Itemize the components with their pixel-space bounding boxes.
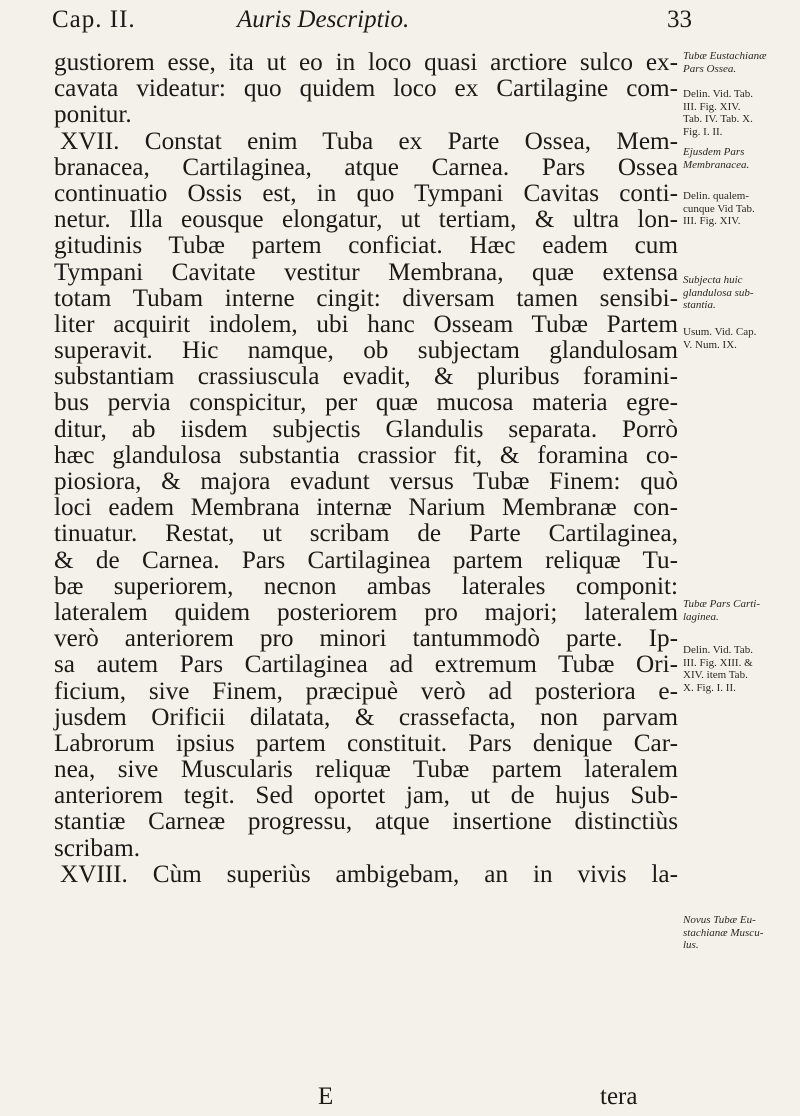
text-line: bus pervia conspicitur, per quæ mucosa materia egre- bbox=[54, 389, 678, 417]
text-line: anteriorem tegit. Sed oportet jam, ut de hujus Sub- bbox=[54, 782, 678, 810]
text-line: bæ superiorem, necnon ambas laterales componit: bbox=[54, 572, 678, 600]
margin-note-line: Ejusdem Pars bbox=[683, 146, 745, 158]
text-line: totam Tubam interne cingit: diversam tamen sensibi- bbox=[54, 284, 678, 312]
margin-note-line: Membranacea. bbox=[683, 158, 750, 171]
text-line: stantiæ Carneæ progressu, atque insertione distinctiùs bbox=[54, 808, 678, 836]
text-line: ficium, sive Finem, præcipuè verò ad posteriora e- bbox=[54, 677, 678, 705]
margin-note-line: V. Num. IX. bbox=[683, 338, 737, 351]
text-line: gitudinis Tubæ partem conficiat. Hæc eadem cum bbox=[54, 232, 678, 260]
text-line: Labrorum ipsius partem constituit. Pars denique Car- bbox=[54, 729, 678, 757]
text-line: ponitur. bbox=[54, 101, 132, 129]
margin-note bbox=[683, 644, 795, 694]
catchword: tera bbox=[600, 1083, 638, 1110]
running-header bbox=[52, 4, 692, 38]
margin-note-line: III. Fig. XIV. bbox=[683, 215, 741, 227]
page-number: 33 bbox=[667, 6, 692, 33]
text-line: piosiora, & majora evadunt versus Tubæ Finem: quò bbox=[54, 468, 678, 495]
margin-note-line: Usum. Vid. Cap. bbox=[683, 326, 757, 338]
margin-note-line: Fig. I. II. bbox=[683, 125, 723, 138]
text-line: Tympani Cavitate vestitur Membrana, quæ extensa bbox=[54, 258, 678, 286]
margin-note-line: Delin. Vid. Tab. bbox=[683, 644, 753, 656]
text-line: continuatio Ossis est, in quo Tympani Cavitas conti- bbox=[54, 179, 678, 207]
margin-note-line: III. Fig. XIII. & bbox=[683, 656, 753, 669]
margin-note-line: Tab. IV. Tab. X. bbox=[683, 113, 753, 125]
margin-note bbox=[683, 914, 795, 952]
margin-note-line: III. Fig. XIV. bbox=[683, 100, 741, 113]
text-line: nea, sive Muscularis reliquæ Tubæ partem lateralem bbox=[54, 756, 678, 784]
margin-note bbox=[683, 598, 795, 623]
margin-note-line: Pars Ossea. bbox=[683, 62, 737, 75]
margin-note-line: Delin. qualem- bbox=[683, 190, 749, 202]
signature-mark: E bbox=[318, 1083, 334, 1110]
margin-note bbox=[683, 326, 795, 351]
margin-note bbox=[683, 146, 795, 171]
margin-note-line: XIV. item Tab. bbox=[683, 669, 748, 681]
margin-note bbox=[683, 274, 795, 312]
margin-note-line: cunque Vid Tab. bbox=[683, 202, 755, 215]
text-line: gustiorem esse, ita ut eo in loco quasi arctiore sulco ex- bbox=[54, 49, 678, 76]
text-line: tinuatur. Restat, ut scribam de Parte Cartilaginea, bbox=[54, 520, 678, 548]
main-text-column bbox=[54, 50, 678, 888]
text-line: jusdem Orificii dilatata, & crassefacta, non parvam bbox=[54, 703, 678, 731]
text-line: hæc glandulosa substantia crassior fit, & foramina co- bbox=[54, 441, 678, 469]
text-line: sa autem Pars Cartilaginea ad extremum Tubæ Ori- bbox=[54, 651, 678, 679]
margin-note-line: stantia. bbox=[683, 299, 716, 311]
text-line: loci eadem Membrana internæ Narium Membranæ con- bbox=[54, 494, 678, 522]
text-line: ditur, ab iisdem subjectis Glandulis separata. Porrò bbox=[54, 415, 678, 443]
running-title: Auris Descriptio. bbox=[237, 6, 410, 33]
margin-note-line: Subjecta huic bbox=[683, 274, 743, 286]
text-line: XVII. Constat enim Tuba ex Parte Ossea, Mem- bbox=[60, 127, 678, 155]
text-line: cavata videatur: quo quidem loco ex Cartilagine com- bbox=[54, 75, 678, 103]
text-line: & de Carnea. Pars Cartilaginea partem reliquæ Tu- bbox=[54, 546, 678, 574]
margin-note-line: glandulosa sub- bbox=[683, 286, 754, 299]
margin-note-line: Delin. Vid. Tab. bbox=[683, 88, 753, 100]
page-footer bbox=[0, 1083, 800, 1113]
text-line: superavit. Hic namque, ob subjectam glandulosam bbox=[54, 337, 678, 365]
text-line: verò anteriorem pro minori tantummodò parte. Ip- bbox=[54, 625, 678, 653]
chapter-label: Cap. II. bbox=[52, 6, 136, 33]
text-line: substantiam crassiuscula evadit, & pluribus foramini- bbox=[54, 363, 678, 391]
margin-note-line: laginea. bbox=[683, 610, 719, 623]
margin-note bbox=[683, 190, 795, 228]
text-line: scribam. bbox=[54, 834, 141, 862]
margin-note-line: lus. bbox=[683, 939, 699, 951]
text-line: liter acquirit indolem, ubi hanc Osseam Tubæ Partem bbox=[54, 310, 678, 338]
margin-note-line: Novus Tubæ Eu- bbox=[683, 914, 756, 926]
margin-note-line: stachianæ Muscu- bbox=[683, 926, 764, 939]
text-line: XVIII. Cùm superiùs ambigebam, an in vivis la- bbox=[60, 860, 678, 888]
text-line: branacea, Cartilaginea, atque Carnea. Pars Ossea bbox=[54, 153, 678, 181]
margin-note bbox=[683, 50, 795, 75]
margin-note-line: Tubæ Eustachianæ bbox=[683, 50, 767, 62]
margin-note bbox=[683, 88, 795, 138]
text-line: lateralem quidem posteriorem pro majori; lateralem bbox=[54, 598, 678, 626]
text-line: netur. Illa eousque elongatur, ut tertiam, & ultra lon- bbox=[54, 206, 678, 234]
margin-note-line: Tubæ Pars Carti- bbox=[683, 598, 761, 610]
margin-note-line: X. Fig. I. II. bbox=[683, 681, 736, 694]
